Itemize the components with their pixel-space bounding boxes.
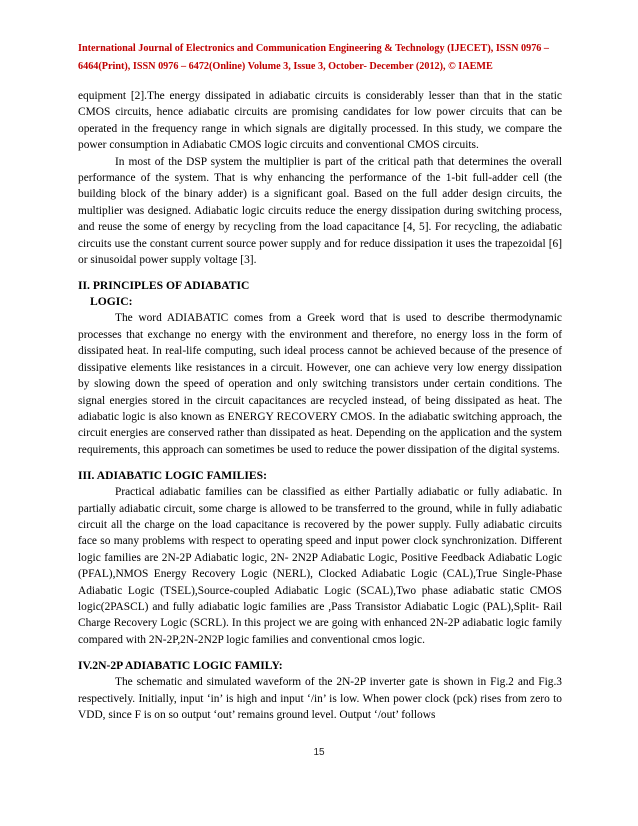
section-heading-principles-line-2: LOGIC: — [90, 295, 133, 309]
paragraph-intro-continued: equipment [2].The energy dissipated in adiabatic circuits is considerably lesser than that in the static CMOS circuits, hence adiabatic circuits are promising candidates for low power circuits that can be operated in the frequency range in which signals are digitally processed. In this study, we compare the power consumption in Adiabatic CMOS logic circuits and conventional CMOS circuits. — [78, 90, 562, 152]
journal-header — [78, 40, 562, 76]
paragraph-logic-families: Practical adiabatic families can be classified as either Partially adiabatic or fully adiabatic. In partially adiabatic circuit, some charge is allowed to be transferred to the ground, while in fully adiabatic circuit all the charge on the load capacitance is recovered by the power supply. Fully adiabatic circuits face so many problems with respect to operating speed and input power clock synchronization. Different logic families are 2N-2P Adiabatic logic, 2N- 2N2P Adiabatic Logic, Positive Feedback Adiabatic Logic (PFAL),NMOS Energy Recovery Logic (NERL), Clocked Adiabatic Logic (CAL),True Single-Phase Adiabatic Logic (TSEL),Source-coupled Adiabatic Logic (SCAL),Two phase adiabatic static CMOS logic(2PASCL) and fully adiabatic logic families are ,Pass Transistor Adiabatic Logic (PAL),Split- Rail Charge Recovery Logic (SCRL). In this project we are going with enhanced 2N-2P adiabatic logic family compared with 2N-2P,2N-2N2P logic families and conventional cmos logic. — [78, 486, 562, 646]
section-heading-principles-line-1: II. PRINCIPLES OF ADIABATIC — [78, 279, 250, 293]
page-number: 15 — [313, 747, 325, 758]
section-heading-2n2p: IV.2N-2P ADIABATIC LOGIC FAMILY: — [78, 659, 283, 673]
paragraph-2n2p-inverter: The schematic and simulated waveform of the 2N-2P inverter gate is shown in Fig.2 and Fig.3 respectively. Initially, input ‘in’ is high and input ‘/in’ is low. When power clock (pck) rises from zero to VDD, since F is on so output ‘out’ remains ground level. Output ‘/out’ follows — [78, 676, 562, 721]
paragraph-dsp-multiplier: In most of the DSP system the multiplier is part of the critical path that determines the overall performance of the system. That is why enhancing the performance of the 1-bit full-adder cell (the building block of the binary adder) is a significant goal. Based on the full adder design circuits, the multiplier was designed. Adiabatic logic circuits reduce the energy dissipation during switching process, and reuse the some of energy by recycling from the load capacitance [4, 5]. For recycling, the adiabatic circuits use the constant current source power supply and for reduce dissipation it uses the trapezoidal [6] or sinusoidal power supply voltage [3]. — [78, 155, 562, 267]
section-heading-logic-families: III. ADIABATIC LOGIC FAMILIES: — [78, 469, 267, 483]
document-page — [78, 40, 562, 723]
journal-header-line-2: 6464(Print), ISSN 0976 – 6472(Online) Volume 3, Issue 3, October- December (2012), © IAEME — [78, 61, 493, 72]
paragraph-adiabatic-principles: The word ADIABATIC comes from a Greek word that is used to describe thermodynamic processes that exchange no energy with the environment and therefore, no energy loss in the form of dissipated heat. In real-life computing, such ideal process cannot be achieved because of the presence of dissipative elements like resistances in a circuit. However, one can achieve very low energy dissipation by slowing down the speed of operation and only switching transistors under certain conditions. The signal energies stored in the circuit capacitances are recycled instead, of being dissipated as heat. The adiabatic logic is also known as ENERGY RECOVERY CMOS. In the adiabatic switching approach, the circuit energies are conserved rather than dissipated as heat. Depending on the application and the system requirements, this approach can sometimes be used to reduce the power dissipation of the digital systems. — [78, 312, 562, 456]
section-heading-principles — [78, 278, 562, 310]
journal-header-line-1: International Journal of Electronics and Communication Engineering & Technology (IJECET), ISSN 0976 – — [78, 43, 550, 54]
